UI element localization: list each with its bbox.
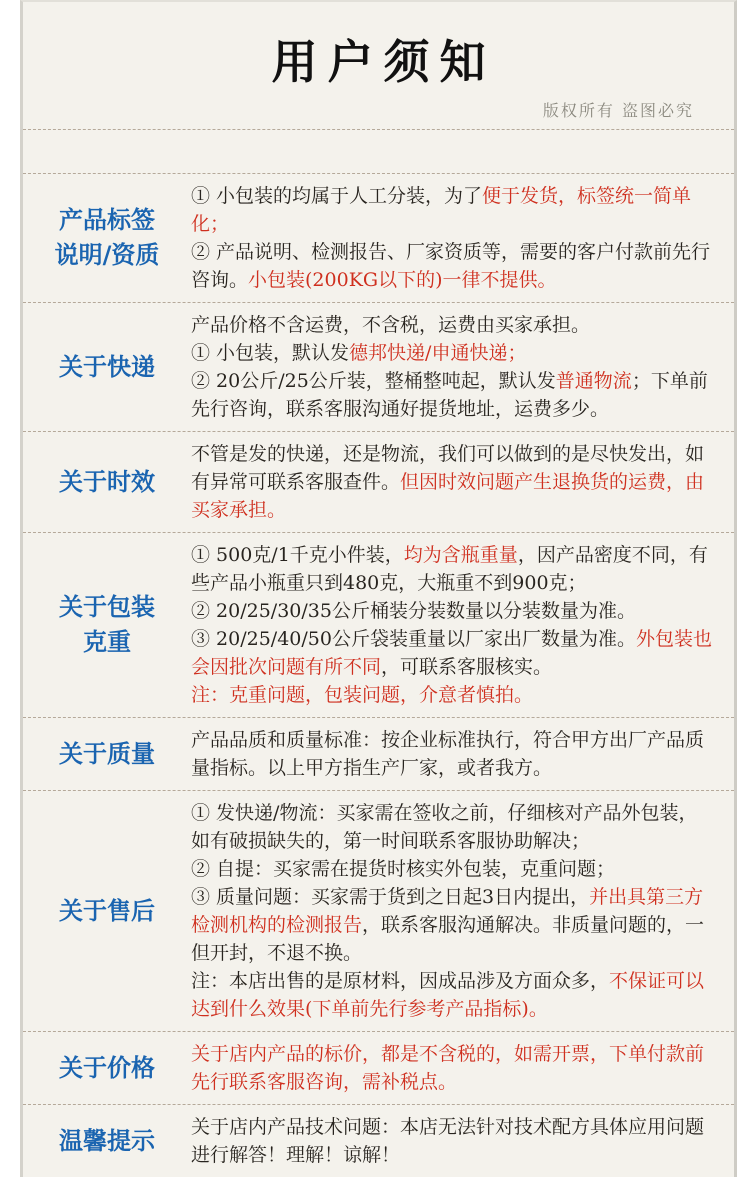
section-row-after-sales bbox=[23, 791, 734, 1032]
text-segment: 产品价格不含运费，不含税，运费由买家承担。 bbox=[191, 314, 591, 336]
paragraph bbox=[191, 182, 712, 238]
section-label-line: 关于价格 bbox=[59, 1053, 155, 1082]
section-label-line: 产品标签 bbox=[59, 206, 155, 235]
section-content-timeliness bbox=[191, 440, 734, 524]
section-label-line: 说明/资质 bbox=[54, 241, 160, 269]
paragraph bbox=[191, 855, 712, 883]
text-segment-red: 外包装也会因批次问题有所不同 bbox=[191, 628, 712, 678]
section-label-packing-weight bbox=[23, 590, 191, 660]
paragraph bbox=[191, 311, 712, 339]
text-segment: ③ 20/25/40/50公斤袋装重量以厂家出厂数量为准。 bbox=[191, 628, 636, 650]
section-content-price bbox=[191, 1040, 734, 1096]
paragraph bbox=[191, 967, 712, 1023]
paragraph bbox=[191, 1113, 712, 1169]
text-segment: 关于店内产品技术问题：本店无法针对技术配方具体应用问题进行解答！理解！谅解！ bbox=[191, 1116, 705, 1166]
paragraph bbox=[191, 238, 712, 294]
section-content-product-label bbox=[191, 182, 734, 294]
section-label-line: 温馨提示 bbox=[59, 1126, 155, 1155]
section-content-quality bbox=[191, 726, 734, 782]
header bbox=[23, 2, 734, 130]
text-segment: ，联系客服沟通解决。非质量问题的，一但开封，不退不换。 bbox=[191, 914, 705, 964]
sections-container bbox=[23, 174, 734, 1177]
section-label-express bbox=[23, 350, 191, 385]
text-segment: ② 20/25/30/35公斤桶装分装数量以分装数量为准。 bbox=[191, 600, 636, 622]
section-label-line: 关于售后 bbox=[59, 896, 155, 925]
paragraph bbox=[191, 883, 712, 967]
text-segment: ，可联系客服核实。 bbox=[381, 656, 553, 678]
section-content-express bbox=[191, 311, 734, 423]
copyright-text: 版权所有 盗图必究 bbox=[542, 101, 694, 120]
section-label-product-label bbox=[23, 203, 191, 273]
text-segment-red: 便于发货，标签统一简单化； bbox=[191, 185, 692, 235]
section-label-timeliness bbox=[23, 465, 191, 500]
text-segment-red: 关于店内产品的标价，都是不含税的，如需开票，下单付款前先行联系客服咨询，需补税点。 bbox=[191, 1043, 705, 1093]
section-row-quality bbox=[23, 718, 734, 791]
notice-card bbox=[20, 0, 737, 1177]
section-label-price bbox=[23, 1051, 191, 1086]
section-row-product-label bbox=[23, 174, 734, 303]
text-segment: ；下单前先行咨询，联系客服沟通好提货地址，运费多少。 bbox=[191, 370, 708, 420]
text-segment: ① 小包装，默认发 bbox=[191, 342, 350, 364]
text-segment: ① 小包装的均属于人工分装，为了 bbox=[191, 185, 483, 207]
text-segment: ① 500克/1千克小件装， bbox=[191, 544, 404, 566]
text-segment: ，因产品密度不同，有些产品小瓶重只到480克，大瓶重不到900克； bbox=[191, 544, 708, 594]
paragraph bbox=[191, 1040, 712, 1096]
text-segment-red: 均为含瓶重量 bbox=[403, 544, 518, 566]
text-segment: 产品品质和质量标准：按企业标准执行，符合甲方出厂产品质量指标。以上甲方指生产厂家，或者我方。 bbox=[191, 729, 705, 779]
section-label-line: 关于质量 bbox=[59, 739, 155, 768]
text-segment: ② 产品说明、检测报告、厂家资质等，需要的客户付款前先行咨询。 bbox=[191, 241, 711, 291]
paragraph bbox=[191, 541, 712, 597]
section-label-line: 关于包装 bbox=[59, 593, 155, 622]
page-title: 用户须知 bbox=[271, 35, 496, 89]
paragraph bbox=[191, 339, 712, 367]
section-label-after-sales bbox=[23, 894, 191, 929]
text-segment: 注：本店出售的是原材料，因成品涉及方面众多， bbox=[191, 970, 610, 992]
text-segment-red: 普通物流 bbox=[555, 370, 632, 392]
text-segment: ③ 质量问题：买家需于货到之日起3日内提出， bbox=[191, 886, 590, 908]
paragraph bbox=[191, 440, 712, 524]
section-label-quality bbox=[23, 737, 191, 772]
section-row-timeliness bbox=[23, 432, 734, 533]
section-label-line: 克重 bbox=[83, 628, 131, 656]
section-row-packing-weight bbox=[23, 533, 734, 718]
text-segment-red: 但因时效问题产生退换货的运费，由买家承担。 bbox=[191, 471, 705, 521]
paragraph bbox=[191, 681, 712, 709]
text-segment: 不管是发的快递，还是物流，我们可以做到的是尽快发出，如有异常可联系客服查件。 bbox=[191, 443, 705, 493]
section-label-line: 关于快递 bbox=[59, 352, 155, 381]
paragraph bbox=[191, 597, 712, 625]
text-segment: ② 20公斤/25公斤装，整桶整吨起，默认发 bbox=[191, 370, 556, 392]
text-segment: ① 发快递/物流：买家需在签收之前，仔细核对产品外包装，如有破损缺失的，第一时间联系客服协助解决； bbox=[191, 802, 698, 852]
paragraph bbox=[191, 367, 712, 423]
text-segment-red: 小包装(200KG以下的)一律不提供。 bbox=[248, 269, 557, 291]
section-content-packing-weight bbox=[191, 541, 734, 709]
section-label-line: 关于时效 bbox=[59, 467, 155, 496]
text-segment-red: 德邦快递/申通快递； bbox=[349, 342, 527, 364]
section-row-express bbox=[23, 303, 734, 432]
text-segment-red: 并出具第三方检测机构的检测报告 bbox=[191, 886, 704, 936]
paragraph bbox=[191, 625, 712, 681]
section-content-after-sales bbox=[191, 799, 734, 1023]
section-label-tips bbox=[23, 1124, 191, 1159]
text-segment-red: 注：克重问题，包装问题，介意者慎拍。 bbox=[191, 684, 534, 706]
section-content-tips bbox=[191, 1113, 734, 1169]
paragraph bbox=[191, 799, 712, 855]
section-row-price bbox=[23, 1032, 734, 1105]
paragraph bbox=[191, 726, 712, 782]
header-spacer bbox=[23, 130, 734, 174]
text-segment: ② 自提：买家需在提货时核实外包装，克重问题； bbox=[191, 858, 616, 880]
text-segment-red: 不保证可以达到什么效果(下单前先行参考产品指标)。 bbox=[191, 970, 705, 1020]
